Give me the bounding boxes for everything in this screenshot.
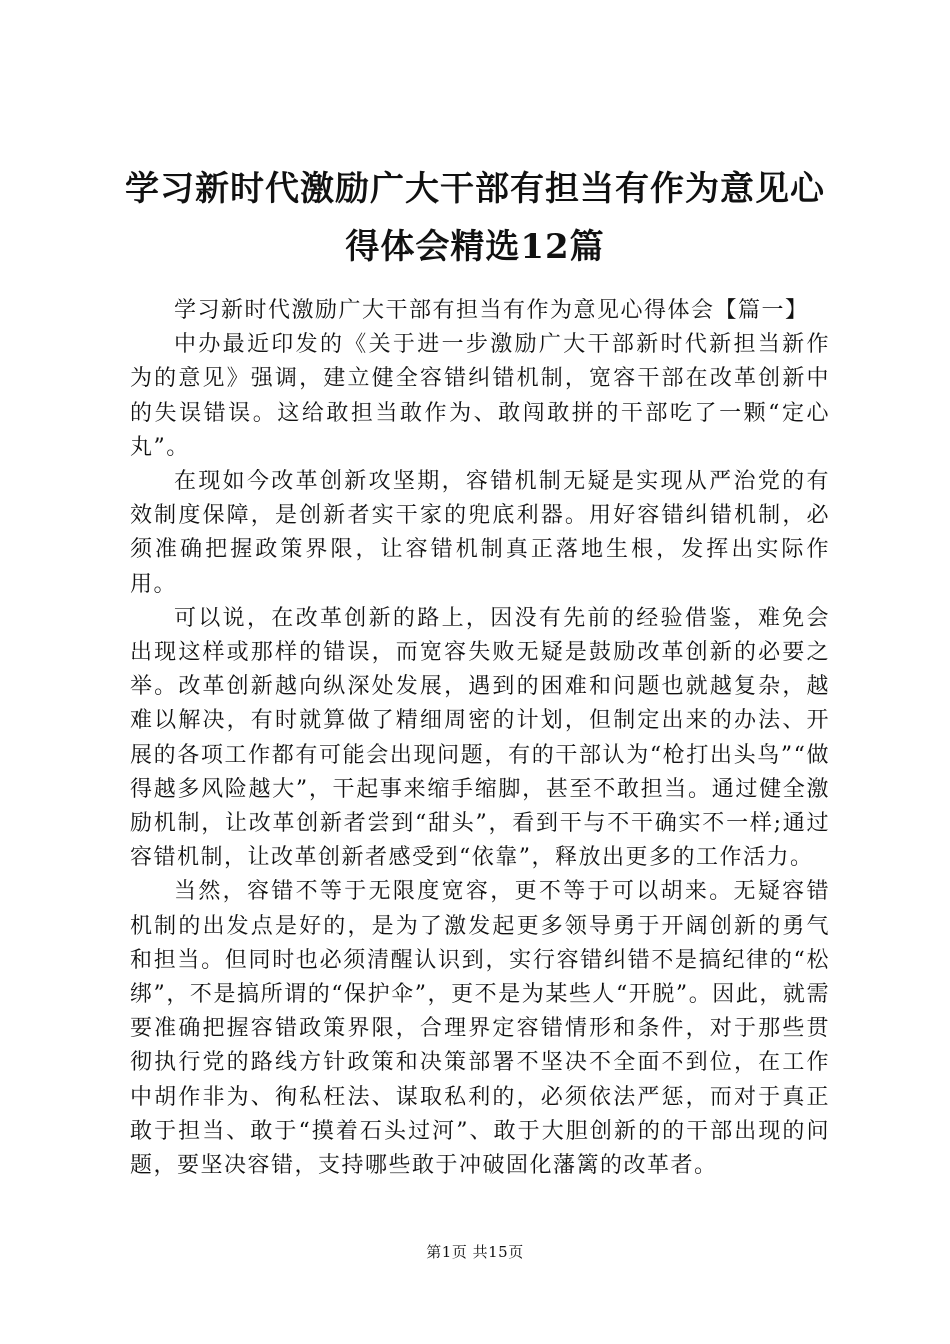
document-body xyxy=(130,294,830,1183)
page-number-footer: 第1页 共15页 xyxy=(426,1243,524,1261)
paragraph: 当然，容错不等于无限度宽容，更不等于可以胡来。无疑容错机制的出发点是好的，是为了激发起更多领导勇于开阔创新的勇气和担当。但同时也必须清醒认识到，实行容错纠错不是搞纪律的“松绑”，不是搞所谓的“保护伞”，更不是为某些人“开脱”。因此，就需要准确把握容错政策界限，合理界定容错情形和条件，对于那些贯彻执行党的路线方针政策和决策部署不坚决不全面不到位，在工作中胡作非为、徇私枉法、谋取私利的，必须依法严惩，而对于真正敢于担当、敢于“摸着石头过河”、敢于大胆创新的的干部出现的问题，要坚决容错，支持哪些敢于冲破固化藩篱的改革者。 xyxy=(130,879,830,1179)
document-title: 学习新时代激励广大干部有担当有作为意见心得体会精选12篇 xyxy=(125,169,825,267)
paragraph: 可以说，在改革创新的路上，因没有先前的经验借鉴，难免会出现这样或那样的错误，而宽容失败无疑是鼓励改革创新的必要之举。改革创新越向纵深处发展，遇到的困难和问题也就越复杂，越难以解决，有时就算做了精细周密的计划，但制定出来的办法、开展的各项工作都有可能会出现问题，有的干部认为“枪打出头鸟”“做得越多风险越大”，干起事来缩手缩脚，甚至不敢担当。通过健全激励机制，让改革创新者尝到“甜头”，看到干与不干确实不一样;通过容错机制，让改革创新者感受到“依靠”，释放出更多的工作活力。 xyxy=(130,605,830,871)
paragraph: 中办最近印发的《关于进一步激励广大干部新时代新担当新作为的意见》强调，建立健全容错纠错机制，宽容干部在改革创新中的失误错误。这给敢担当敢作为、敢闯敢拼的干部吃了一颗“定心丸”。 xyxy=(130,332,830,460)
paragraph-section-heading: 学习新时代激励广大干部有担当有作为意见心得体会【篇一】 xyxy=(174,298,809,323)
paragraph: 在现如今改革创新攻坚期，容错机制无疑是实现从严治党的有效制度保障，是创新者实干家的兜底利器。用好容错纠错机制，必须准确把握政策界限，让容错机制真正落地生根，发挥出实际作用。 xyxy=(130,469,830,597)
